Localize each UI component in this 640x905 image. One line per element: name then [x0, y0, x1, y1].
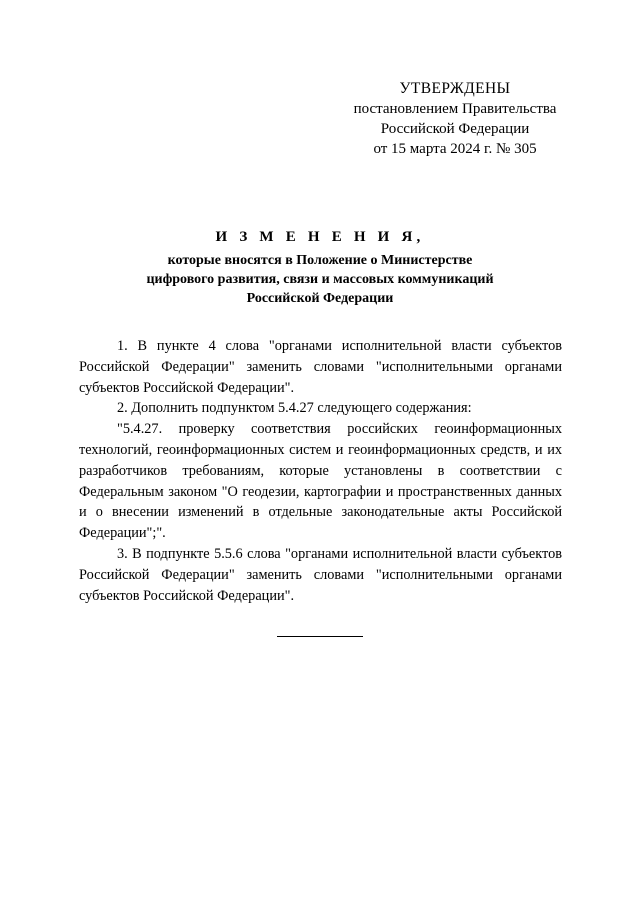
approval-government: Российской Федерации: [380, 121, 530, 137]
amendment-item-2: 2. Дополнить подпунктом 5.4.27 следующего содержания:: [117, 400, 472, 417]
amendment-item-2-quote: "5.4.27. проверку соответствия российских геоинформационных технологий, геоинформационных систем и геоинформационных средств, и их разработчиков требованиям, которые установлены в соответствии с Федеральным законом "О геодезии, картографии и пространственных данных и о внесении изменений в отдельные законодательные акты Российской Федерации";".: [79, 421, 562, 542]
document-subtitle-line-1: которые вносятся в Положение о Министерстве: [167, 253, 473, 268]
approval-issuer: постановлением Правительства: [353, 101, 557, 117]
document-heading: [60, 227, 580, 308]
document-body: [79, 336, 562, 606]
document-title: И З М Е Н Е Н И Я,: [215, 229, 425, 245]
amendment-item-1: 1. В пункте 4 слова "органами исполнительной власти субъектов Российской Федерации" заменить словами "исполнительными органами субъектов Российской Федерации".: [79, 338, 562, 396]
amendment-item-3: 3. В подпункте 5.5.6 слова "органами исполнительной власти субъектов Российской Федерации" заменить словами "исполнительными органами субъектов Российской Федерации".: [79, 545, 562, 604]
document-subtitle-line-3: Российской Федерации: [246, 291, 394, 306]
approval-date-number: от 15 марта 2024 г. № 305: [373, 141, 537, 157]
closing-divider: [277, 636, 363, 637]
approval-stamp: [330, 79, 580, 159]
approval-title: УТВЕРЖДЕНЫ: [399, 80, 511, 97]
document-subtitle-line-2: цифрового развития, связи и массовых коммуникаций: [146, 272, 494, 287]
